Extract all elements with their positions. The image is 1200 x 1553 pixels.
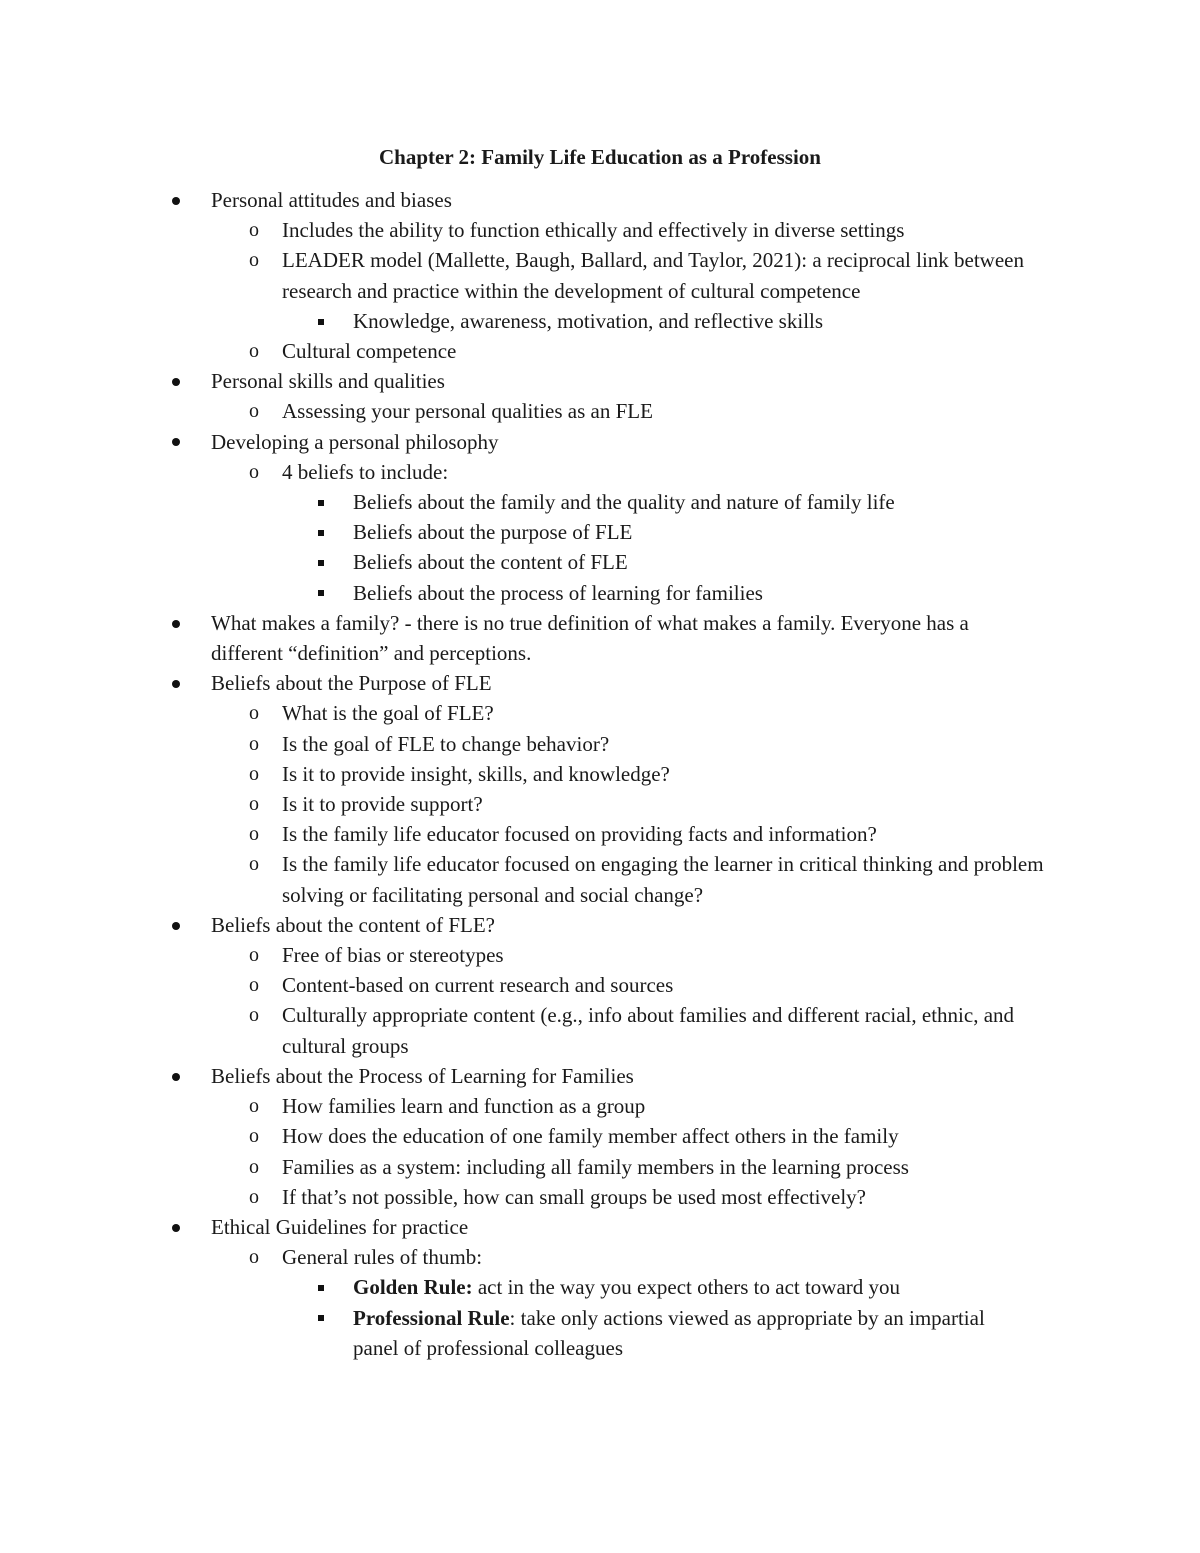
circle-bullet-icon: o <box>249 1185 259 1208</box>
circle-bullet-icon: o <box>249 460 259 483</box>
list-item: o Families as a system: including all family members in the learning process <box>0 1152 1200 1182</box>
list-item: Personal attitudes and biases <box>0 185 1200 215</box>
bullet-icon <box>172 608 180 638</box>
square-bullet-icon <box>318 578 324 608</box>
circle-bullet-icon: o <box>249 219 259 242</box>
list-item <box>0 1303 1200 1363</box>
professional-rule <box>353 1303 993 1363</box>
circle-bullet-icon: o <box>249 823 259 846</box>
bullet-icon <box>172 1212 180 1242</box>
list-item: o Is it to provide support? <box>0 789 1200 819</box>
list-item: o LEADER model (Mallette, Baugh, Ballard, and Taylor, 2021): a reciprocal link between research and practice within the development of cultural competence <box>0 245 1200 305</box>
list-item: o How does the education of one family member affect others in the family <box>0 1121 1200 1151</box>
circle-bullet-icon: o <box>249 944 259 967</box>
list-item: o Includes the ability to function ethically and effectively in diverse settings <box>0 215 1200 245</box>
list-item: o General rules of thumb: <box>0 1242 1200 1272</box>
circle-bullet-icon: o <box>249 1004 259 1027</box>
outline <box>0 185 1200 1363</box>
bullet-icon <box>172 668 180 698</box>
golden-rule-text: act in the way you expect others to act toward you <box>472 1275 901 1300</box>
list-item: o Assessing your personal qualities as an FLE <box>0 396 1200 426</box>
list-item: o Culturally appropriate content (e.g., info about families and different racial, ethnic, and cultural groups <box>0 1000 1200 1060</box>
list-item: o Content-based on current research and sources <box>0 970 1200 1000</box>
list-item: Knowledge, awareness, motivation, and reflective skills <box>0 306 1200 336</box>
list-item: Ethical Guidelines for practice <box>0 1212 1200 1242</box>
list-item: o Is the family life educator focused on engaging the learner in critical thinking and problem solving or facilitating personal and social change? <box>0 849 1200 909</box>
golden-rule <box>353 1272 993 1302</box>
bullet-icon <box>172 1061 180 1091</box>
square-bullet-icon <box>318 306 324 336</box>
circle-bullet-icon: o <box>249 249 259 272</box>
list-item: What makes a family? - there is no true definition of what makes a family. Everyone has a different “definition” and perceptions. <box>0 608 1200 668</box>
bullet-icon <box>172 185 180 215</box>
list-item: Beliefs about the process of learning for families <box>0 578 1200 608</box>
bullet-icon <box>172 427 180 457</box>
professional-rule-label: Professional Rule <box>353 1305 510 1330</box>
list-item: Beliefs about the family and the quality and nature of family life <box>0 487 1200 517</box>
list-item: o Is the family life educator focused on providing facts and information? <box>0 819 1200 849</box>
circle-bullet-icon: o <box>249 1155 259 1178</box>
list-item: o 4 beliefs to include: <box>0 457 1200 487</box>
golden-rule-label: Golden Rule: <box>353 1275 473 1300</box>
circle-bullet-icon: o <box>249 1125 259 1148</box>
list-item: Beliefs about the Process of Learning for Families <box>0 1061 1200 1091</box>
bullet-icon <box>172 910 180 940</box>
circle-bullet-icon: o <box>249 853 259 876</box>
list-item <box>0 1272 1200 1302</box>
circle-bullet-icon: o <box>249 1095 259 1118</box>
circle-bullet-icon: o <box>249 340 259 363</box>
list-item: o Is the goal of FLE to change behavior? <box>0 729 1200 759</box>
square-bullet-icon <box>318 1303 324 1333</box>
circle-bullet-icon: o <box>249 1246 259 1269</box>
list-item: o Cultural competence <box>0 336 1200 366</box>
list-item: Beliefs about the content of FLE <box>0 547 1200 577</box>
list-item: o Is it to provide insight, skills, and knowledge? <box>0 759 1200 789</box>
square-bullet-icon <box>318 1272 324 1302</box>
list-item: o Free of bias or stereotypes <box>0 940 1200 970</box>
circle-bullet-icon: o <box>249 974 259 997</box>
square-bullet-icon <box>318 517 324 547</box>
circle-bullet-icon: o <box>249 762 259 785</box>
list-item: Personal skills and qualities <box>0 366 1200 396</box>
list-item: o How families learn and function as a group <box>0 1091 1200 1121</box>
circle-bullet-icon: o <box>249 400 259 423</box>
page-title: Chapter 2: Family Life Education as a Profession <box>379 145 821 169</box>
circle-bullet-icon: o <box>249 793 259 816</box>
professional-rule-text: : take only actions viewed as appropriate by an impartial panel of professional colleagues <box>353 1305 985 1360</box>
list-item: o If that’s not possible, how can small groups be used most effectively? <box>0 1182 1200 1212</box>
list-item: Developing a personal philosophy <box>0 427 1200 457</box>
list-item: o What is the goal of FLE? <box>0 698 1200 728</box>
square-bullet-icon <box>318 487 324 517</box>
list-item: Beliefs about the Purpose of FLE <box>0 668 1200 698</box>
square-bullet-icon <box>318 547 324 577</box>
list-item: Beliefs about the purpose of FLE <box>0 517 1200 547</box>
list-item: Beliefs about the content of FLE? <box>0 910 1200 940</box>
circle-bullet-icon: o <box>249 702 259 725</box>
circle-bullet-icon: o <box>249 732 259 755</box>
bullet-icon <box>172 366 180 396</box>
